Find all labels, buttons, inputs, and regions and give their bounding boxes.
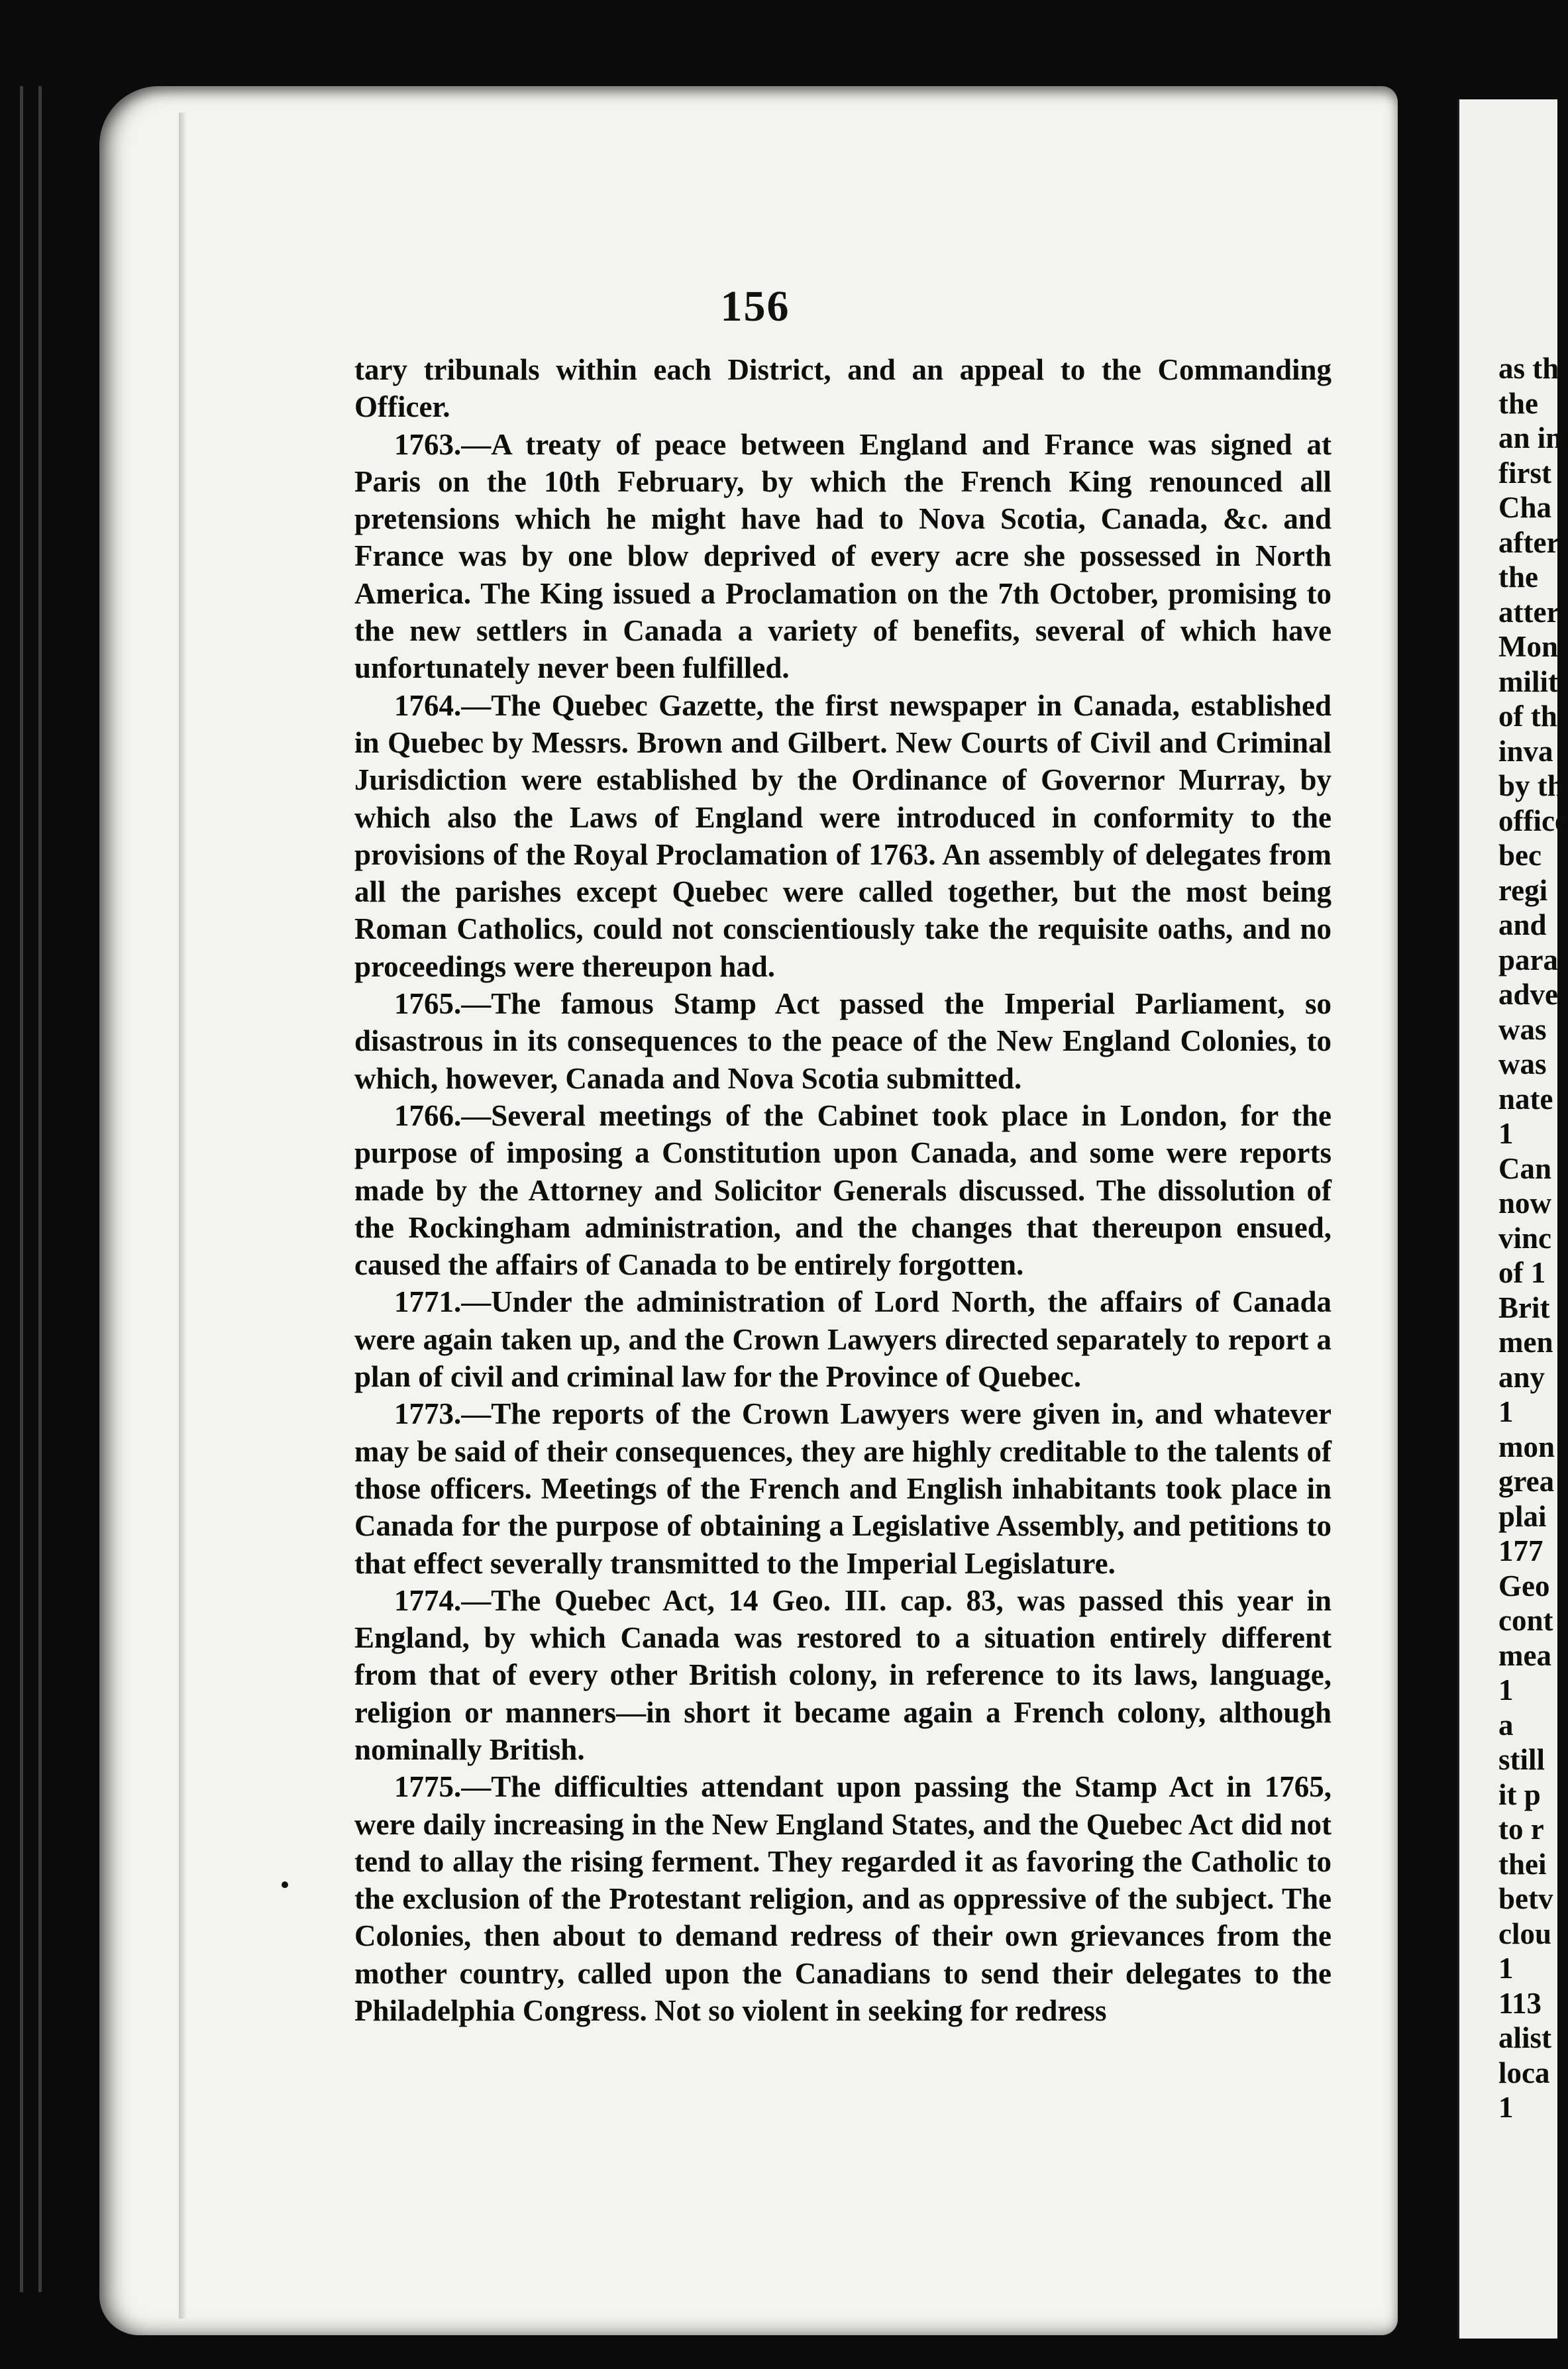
facing-page-line: of th bbox=[1498, 700, 1557, 733]
facing-page-line: men bbox=[1498, 1326, 1553, 1359]
facing-page-line: inva bbox=[1498, 734, 1553, 768]
paragraph: 1774.—The Quebec Act, 14 Geo. III. cap. 83, was passed this year in England, by which Canada was restored to a situation entirely different from that of every other British colony, in reference to its laws, language, religion or manners—in short it became again a French colony, although nominally British. bbox=[354, 1583, 1332, 1766]
facing-page-line: the bbox=[1498, 560, 1538, 594]
facing-page-line: para bbox=[1498, 943, 1558, 976]
facing-page-line: nate bbox=[1498, 1082, 1553, 1116]
facing-page-line: alist bbox=[1498, 2021, 1552, 2054]
facing-page-line: after bbox=[1498, 525, 1560, 559]
facing-page-line: vinc bbox=[1498, 1221, 1552, 1255]
facing-page-line: a bbox=[1498, 1708, 1514, 1742]
paragraph: 1766.—Several meetings of the Cabinet took place in London, for the purpose of imposing a Constitution upon Canada, and some were reports made by the Attorney and Solicitor Generals discussed. The dissolution of the Rockingham administration, and the changes that thereupon ensued, caused the affairs of Canada to be entirely forgotten. bbox=[354, 1098, 1332, 1282]
page-number: 156 bbox=[720, 282, 790, 331]
paragraph: 1773.—The reports of the Crown Lawyers were given in, and whatever may be said of their consequences, they are highly creditable to the talents of those officers. Meetings of the French and English inhabitants took place in Canada for the purpose of obtaining a Legislative Assembly, and petitions to that effect severally transmitted to the Imperial Legislature. bbox=[354, 1397, 1332, 1580]
binding-edge bbox=[38, 86, 42, 2292]
facing-page-line: was bbox=[1498, 1047, 1547, 1080]
facing-page-line: Cha bbox=[1498, 491, 1552, 524]
facing-page-line: Geo bbox=[1498, 1569, 1550, 1603]
facing-page-line: still bbox=[1498, 1743, 1545, 1776]
page-gutter-shadow bbox=[179, 113, 187, 2319]
facing-page-line: of 1 bbox=[1498, 1256, 1546, 1289]
facing-page-line: 1 bbox=[1498, 1673, 1514, 1707]
facing-page-line: 113 bbox=[1498, 1986, 1542, 2020]
facing-page-line: any bbox=[1498, 1360, 1545, 1394]
paragraph: 1775.—The difficulties attendant upon passing the Stamp Act in 1765, were daily increasing in the New England States, and the Quebec Act did not tend to allay the rising ferment. They regarded it as favoring the Catholic to the exclusion of the Protestant religion, and as oppressive of the subject. The Colonies, then about to demand redress of their own grievances from the mother country, called upon the Canadians to send their delegates to the Philadelphia Congress. Not so violent in seeking for redress bbox=[354, 1770, 1332, 2028]
facing-page-line: 177 bbox=[1498, 1534, 1543, 1567]
facing-page-line: now bbox=[1498, 1186, 1552, 1220]
facing-page-line: atter bbox=[1498, 595, 1560, 629]
paragraph: 1771.—Under the administration of Lord North, the affairs of Canada were again taken up, and the Crown Lawyers directed separately to report a plan of civil and criminal law for the Province of Quebec. bbox=[354, 1285, 1332, 1394]
facing-page-line: and bbox=[1498, 908, 1547, 941]
facing-page-line: clou bbox=[1498, 1917, 1552, 1950]
facing-page-line: thei bbox=[1498, 1847, 1547, 1881]
facing-page-text bbox=[1498, 351, 1568, 2125]
facing-page-line: first bbox=[1498, 456, 1551, 490]
paragraph: 1763.—A treaty of peace between England and France was signed at Paris on the 10th February, by which the French King renounced all pretensions which he might have had to Nova Scotia, Canada, &c. and France was by one blow deprived of every acre she possessed in North America. The King issued a Proclamation on the 7th October, promising to the new settlers in Canada a variety of benefits, several of which have unfortunately never been fulfilled. bbox=[354, 427, 1332, 685]
facing-page-line: by th bbox=[1498, 769, 1564, 802]
paragraph: 1765.—The famous Stamp Act passed the Imperial Parliament, so disastrous in its consequences to the peace of the New England Colonies, to which, however, Canada and Nova Scotia submitted. bbox=[354, 987, 1332, 1095]
facing-page-line: Can bbox=[1498, 1151, 1552, 1185]
facing-page-line: cont bbox=[1498, 1604, 1553, 1637]
facing-page-line: milit bbox=[1498, 664, 1558, 698]
facing-page-line: adve bbox=[1498, 978, 1558, 1011]
facing-page-line: grea bbox=[1498, 1465, 1555, 1498]
facing-page-line: was bbox=[1498, 1012, 1547, 1046]
facing-page-line: Mon bbox=[1498, 630, 1558, 663]
binding-edge bbox=[20, 86, 23, 2292]
facing-page-line: as th bbox=[1498, 352, 1559, 385]
facing-page-line: loca bbox=[1498, 2056, 1550, 2089]
facing-page-line: betv bbox=[1498, 1882, 1553, 1915]
margin-mark bbox=[282, 1881, 288, 1888]
facing-page-line: mea bbox=[1498, 1638, 1551, 1672]
facing-page-line: office bbox=[1498, 804, 1568, 837]
facing-page-line: the bbox=[1498, 386, 1538, 420]
facing-page-line: regi bbox=[1498, 873, 1548, 907]
facing-page-line: to r bbox=[1498, 1813, 1544, 1846]
facing-page-line: 1 bbox=[1498, 1952, 1514, 1985]
page-body-text bbox=[354, 351, 1332, 2029]
paragraph: 1764.—The Quebec Gazette, the first newspaper in Canada, established in Quebec by Messrs. Brown and Gilbert. New Courts of Civil and Criminal Jurisdiction were established by the Ordinance of Governor Murray, by which also the Laws of England were introduced in conformity to the provisions of the Royal Proclamation of 1763. An assembly of delegates from all the parishes except Quebec were called together, but the most being Roman Catholics, could not conscientiously take the requisite oaths, and no proceedings were thereupon had. bbox=[354, 688, 1332, 983]
facing-page-line: bec bbox=[1498, 839, 1542, 872]
facing-page-line: mon bbox=[1498, 1430, 1555, 1463]
facing-page-line: Brit bbox=[1498, 1290, 1550, 1324]
facing-page-line: 1 bbox=[1498, 2091, 1514, 2124]
paragraph: tary tribunals within each District, and an appeal to the Commanding Officer. bbox=[354, 353, 1332, 424]
facing-page-line: plai bbox=[1498, 1499, 1547, 1533]
facing-page-line: it p bbox=[1498, 1777, 1541, 1811]
facing-page-line: 1 bbox=[1498, 1117, 1514, 1150]
facing-page-line: an in bbox=[1498, 421, 1563, 454]
facing-page-line: 1 bbox=[1498, 1395, 1514, 1428]
